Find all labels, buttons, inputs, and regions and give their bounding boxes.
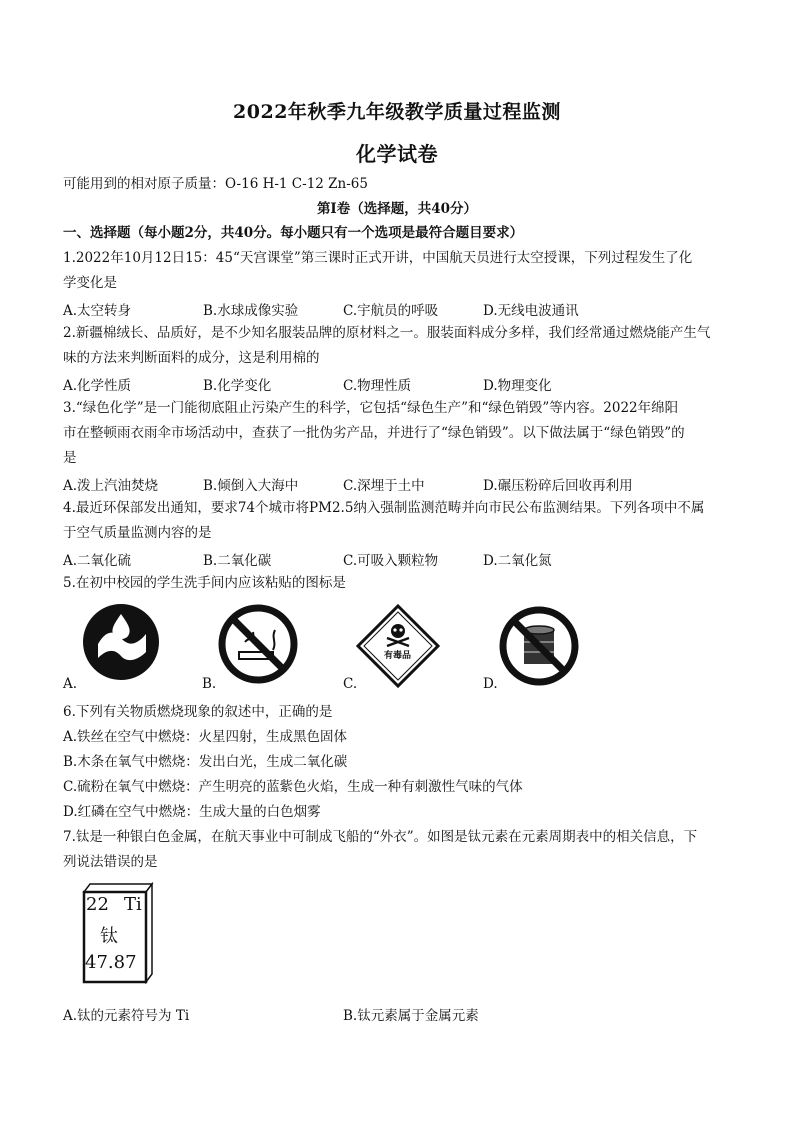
section-heading: 一、选择题（每小题2分，共40分。每小题只有一个选项是最符合题目要求） [63,225,524,241]
q1-option-a: A.太空转身 [63,303,132,319]
q5-option-b: B. [202,676,217,692]
q1-option-d: D.无线电波通讯 [483,303,579,319]
q4-stem: 4.最近环保部发出通知，要求74个城市将PM2.5纳入强制监测范畴并向市民公布监测结果。下列各项中不属 [63,500,705,516]
q6-stem: 6.下列有关物质燃烧现象的叙述中，正确的是 [63,704,333,720]
q4-option-d: D.二氧化氮 [483,553,552,569]
q7-option-b: B.钛元素属于金属元素 [343,1008,479,1024]
q2-option-d: D.物理变化 [483,378,552,394]
q1-option-b: B.水球成像实验 [203,303,299,319]
q2-option-b: B.化学变化 [203,378,272,394]
periodic-table-cell [80,884,150,984]
q7-stem: 7.钛是一种银白色金属，在航天事业中可制成飞船的“外衣”。如图是钛元素在元素周期表中的相关信息，下 [63,829,698,845]
exam-title: 2022年秋季九年级教学质量过程监测 [233,101,561,123]
q7-option-a: A.钛的元素符号为 Ti [63,1008,190,1024]
q6-option-a: A.铁丝在空气中燃烧：火星四射，生成黑色固体 [63,729,348,745]
q3-stem-cont: 市在整顿雨衣雨伞市场活动中，查获了一批伪劣产品，并进行了“绿色销毁”。以下做法属于“绿色销毁”的 [63,425,685,441]
element-symbol: Ti [124,894,142,915]
q5-stem: 5.在初中校园的学生洗手间内应该粘贴的图标是 [63,575,346,591]
poison-label: 有毒品 [384,651,412,661]
element-name: 钛 [100,926,118,947]
toxic-hazard-icon [356,604,440,688]
q5-option-c: C. [343,676,358,692]
q4-option-c: C.可吸入颗粒物 [343,553,439,569]
volume-heading: 第Ⅰ卷（选择题，共40分） [316,201,478,217]
q4-stem-cont: 于空气质量监测内容的是 [63,525,212,541]
q3-option-d: D.碾压粉碎后回收再利用 [483,478,633,494]
q3-stem: 3.“绿色化学”是一门能彻底阻止污染产生的科学，它包括“绿色生产”和“绿色销毁”等内容。2022年绵阳 [63,400,679,416]
q4-option-a: A.二氧化硫 [63,553,132,569]
q5-option-a: A. [63,676,78,692]
q6-option-c: C.硫粉在氧气中燃烧：产生明亮的蓝紫色火焰，生成一种有刺激性气味的气体 [63,779,523,795]
q1-stem: 1.2022年10月12日15：45“天宫课堂”第三课时正式开讲，中国航天员进行太空授课，下列过程发生了化 [63,250,693,266]
q2-stem-cont: 味的方法来判断面料的成分，这是利用棉的 [63,350,320,366]
no-dumping-icon [496,604,582,688]
water-saving-icon [76,600,166,685]
q1-stem-cont: 学变化是 [63,275,117,291]
q3-stem-end: 是 [63,450,77,466]
q3-option-a: A.泼上汽油焚烧 [63,478,159,494]
q2-option-a: A.化学性质 [63,378,132,394]
q2-option-c: C.物理性质 [343,378,412,394]
q3-option-b: B.倾倒入大海中 [203,478,299,494]
q3-option-c: C.深埋于土中 [343,478,425,494]
q5-option-d: D. [483,676,498,692]
q2-stem: 2.新疆棉绒长、品质好，是不少知名服装品牌的原材料之一。服装面料成分多样，我们经常通过燃烧能产生气 [63,325,711,341]
q6-option-b: B.木条在氧气中燃烧：发出白光，生成二氧化碳 [63,754,348,770]
no-smoking-icon [215,602,301,686]
q4-option-b: B.二氧化碳 [203,553,272,569]
element-number: 22 [86,894,109,915]
exam-subtitle: 化学试卷 [356,142,438,166]
q1-option-c: C.宇航员的呼吸 [343,303,439,319]
q6-option-d: D.红磷在空气中燃烧：生成大量的白色烟雾 [63,804,321,820]
atomic-masses: 可能用到的相对原子质量：O-16 H-1 C-12 Zn-65 [63,176,368,192]
element-mass: 47.87 [85,952,137,973]
q7-stem-cont: 列说法错误的是 [63,854,158,870]
